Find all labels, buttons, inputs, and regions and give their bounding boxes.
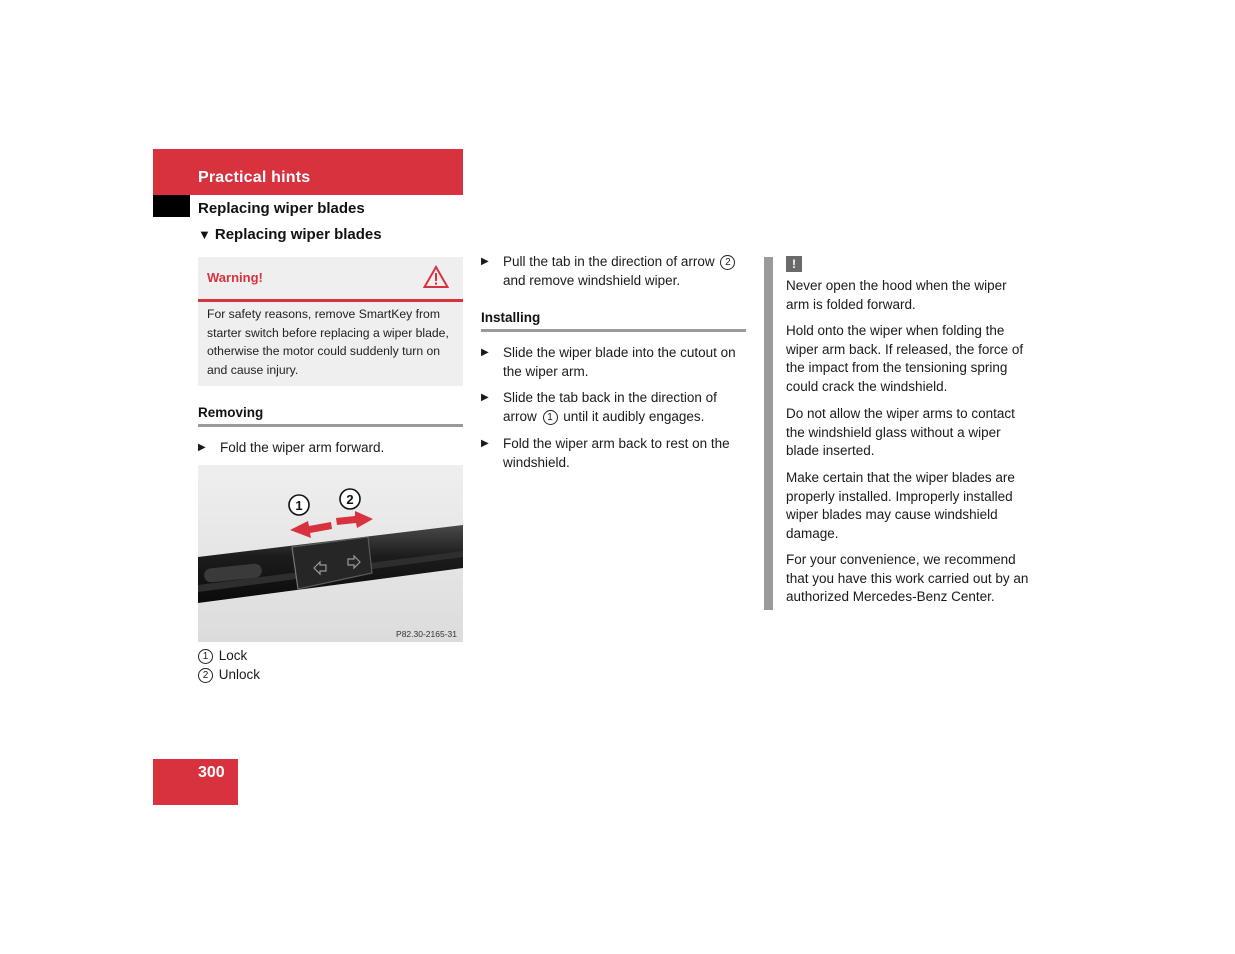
wiper-blade-illustration (198, 465, 463, 642)
legend-item-unlock (198, 666, 260, 685)
note-paragraph: Do not allow the wiper arms to contact the windshield glass without a wiper blade inserted. (786, 406, 1015, 459)
legend-item-lock (198, 647, 247, 666)
install-step-2-text (503, 389, 746, 426)
legend-label: Unlock (218, 667, 261, 682)
note-paragraph: For your convenience, we recommend that you have this work carried out by an authorized Mercedes-Benz Center. (786, 552, 1029, 605)
subsection-title-text: Replacing wiper blades (214, 226, 382, 243)
step-text-part: and remove windshield wiper. (503, 272, 681, 288)
subsection-title (198, 226, 382, 243)
install-step-1 (481, 344, 746, 384)
note-paragraph: Never open the hood when the wiper arm is folded forward. (786, 278, 1007, 312)
arrow-2-ref: 2 (720, 255, 735, 270)
install-step-1-text: Slide the wiper blade into the cutout on the wiper arm. (503, 345, 736, 379)
legend-num: 2 (198, 668, 213, 683)
warning-text: For safety reasons, remove SmartKey from starter switch before replacing a wiper blade, otherwise the motor could suddenly turn on and cause injury. (207, 307, 449, 378)
install-step-3 (481, 435, 746, 475)
step-text-part: Slide the tab back in the direction of arrow (503, 390, 717, 424)
pull-tab-step-text (503, 253, 746, 290)
step-text-part: Pull the tab in the direction of arrow (503, 254, 715, 269)
installing-rule (481, 329, 746, 332)
install-step-3-text: Fold the wiper arm back to rest on the windshield. (503, 436, 730, 470)
warning-box (198, 257, 463, 386)
bullet-arrow-icon: ▶ (481, 256, 489, 267)
section-marker-tab (153, 195, 190, 217)
callout-1-label: 1 (295, 498, 303, 513)
wiper-figure (198, 465, 463, 642)
bullet-arrow-icon: ▶ (481, 392, 489, 403)
callout-2-label: 2 (346, 492, 354, 507)
bullet-arrow-icon: ▶ (481, 438, 489, 449)
note-paragraph: Make certain that the wiper blades are properly installed. Improperly installed wiper blades may cause windshield damage. (786, 470, 1015, 542)
pull-tab-step (481, 253, 746, 293)
figure-code: P82.30-2165-31 (396, 629, 457, 639)
arrow-1-ref: 1 (543, 410, 558, 425)
warning-header (198, 257, 463, 302)
triangle-down-icon: ▼ (198, 227, 211, 242)
legend-label: Lock (218, 648, 248, 663)
note-sidebar-bar (764, 257, 773, 610)
chapter-title: Practical hints (198, 169, 311, 186)
bullet-arrow-icon: ▶ (198, 442, 206, 453)
removing-heading: Removing (198, 405, 264, 420)
installing-heading: Installing (481, 310, 541, 325)
page-number-tab (153, 759, 238, 805)
removing-step-text: Fold the wiper arm forward. (220, 440, 385, 455)
warning-label: Warning! (207, 270, 263, 285)
step-text-part: until it audibly engages. (563, 408, 705, 424)
removing-step (198, 439, 463, 459)
legend-num: 1 (198, 649, 213, 664)
page-number: 300 (198, 764, 225, 781)
warning-triangle-icon (423, 265, 449, 289)
bullet-arrow-icon: ▶ (481, 347, 489, 358)
section-title: Replacing wiper blades (198, 200, 365, 217)
install-step-2 (481, 389, 746, 429)
note-paragraph: Hold onto the wiper when folding the wiper arm back. If released, the force of the impact from the tensioning spring could crack the windshield. (786, 323, 1024, 395)
exclamation-icon: ! (786, 256, 802, 272)
removing-rule (198, 424, 463, 427)
